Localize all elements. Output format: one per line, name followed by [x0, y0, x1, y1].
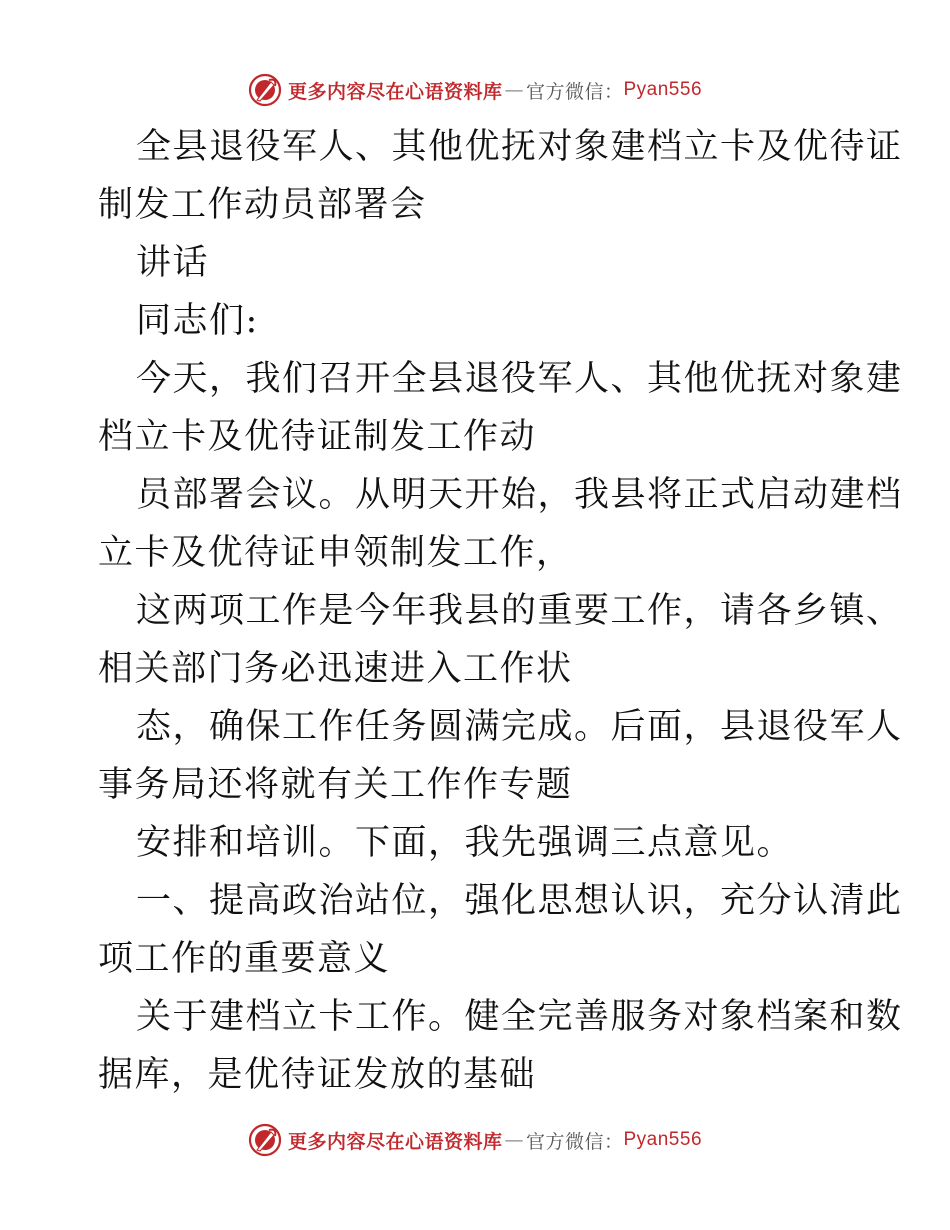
title-line-1: 全县退役军人、其他优抚对象建档立卡及优待证 — [136, 127, 903, 167]
document-body — [98, 118, 903, 1104]
section-heading-line: 项工作的重要意义 — [98, 939, 391, 979]
header-brand-text: 更多内容尽在心语资料库 — [287, 80, 503, 103]
body-line: 据库，是优待证发放的基础 — [98, 1055, 537, 1095]
body-line: 今天，我们召开全县退役军人、其他优抚对象建 — [136, 359, 903, 399]
title-line-2: 制发工作动员部署会 — [98, 185, 427, 225]
body-line: 相关部门务必迅速进入工作状 — [98, 649, 573, 689]
body-line: 立卡及优待证申领制发工作， — [98, 533, 573, 573]
header-separator: — — [504, 79, 524, 101]
body-line: 安排和培训。下面，我先强调三点意见。 — [136, 823, 794, 863]
footer-separator: — — [504, 1129, 524, 1151]
quill-pen-logo-icon — [248, 73, 282, 107]
quill-pen-logo-icon — [248, 1123, 282, 1157]
header-wechat-account: Pyan556 — [623, 79, 703, 100]
footer-brand-text: 更多内容尽在心语资料库 — [287, 1130, 503, 1153]
body-line: 这两项工作是今年我县的重要工作，请各乡镇、 — [136, 591, 903, 631]
body-line: 关于建档立卡工作。健全完善服务对象档案和数 — [136, 997, 903, 1037]
header-banner — [0, 70, 950, 110]
body-line: 事务局还将就有关工作作专题 — [98, 765, 573, 805]
body-line: 员部署会议。从明天开始，我县将正式启动建档 — [136, 475, 903, 515]
body-line: 态，确保工作任务圆满完成。后面，县退役军人 — [136, 707, 903, 747]
footer-wechat-account: Pyan556 — [623, 1129, 703, 1150]
subtitle-line: 讲话 — [136, 243, 210, 283]
header-wechat-label: 官方微信： — [525, 80, 624, 103]
body-line: 档立卡及优待证制发工作动 — [98, 417, 537, 457]
salutation-line: 同志们: — [136, 301, 259, 341]
section-heading-line: 一、提高政治站位，强化思想认识，充分认清此 — [136, 881, 903, 921]
footer-wechat-label: 官方微信： — [525, 1130, 624, 1153]
footer-banner — [0, 1120, 950, 1160]
